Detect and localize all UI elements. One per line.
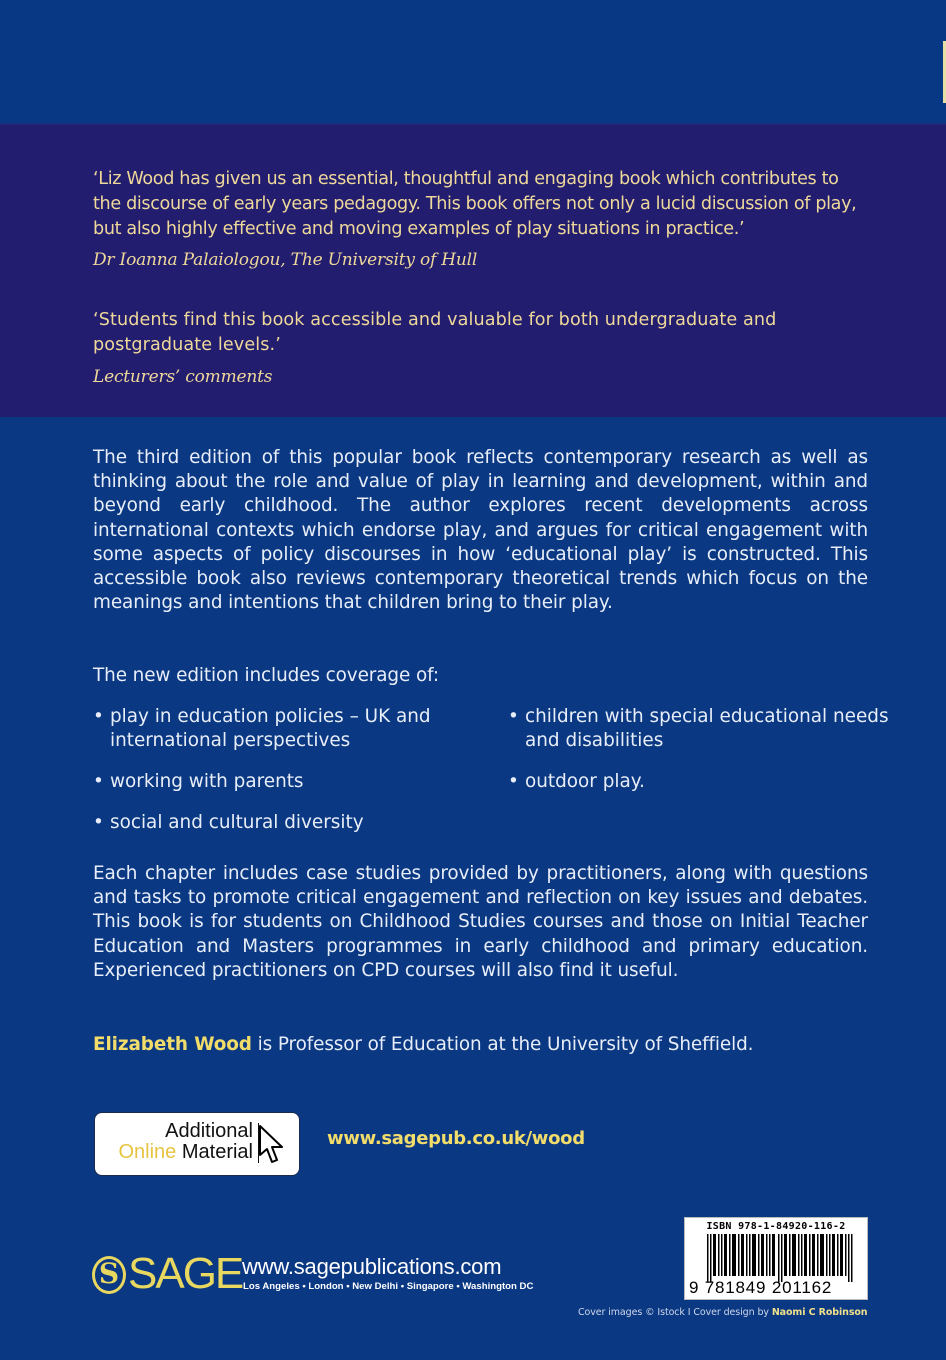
aom-line-1: Additional [165,1120,253,1142]
coverage-item: • children with special educational needs and disabilities [508,705,895,753]
description-paragraph-1: The third edition of this popular book reflects contemporary research as well as thinking about the role and value of play in learning and development, within and beyond early childhood. The author explores recent developments across international contexts which endorse play, and argues for critical engagement with some aspects of policy discourses in how ‘educational play’ is constructed. This accessible book also reviews contemporary theoretical trends which focus on the meanings and intentions that children bring to their play. [93,447,868,614]
coverage-item: • outdoor play. [508,770,895,794]
endorsement-attribution-2: Lecturers’ comments [93,367,273,387]
endorsement-attribution-1: Dr Ioanna Palaiologou, The University of Hull [93,250,478,270]
sage-logo-mark-icon: S [92,1256,126,1294]
cover-credits [578,1307,867,1318]
publisher-website-link[interactable]: www.sagepublications.com [242,1254,502,1279]
top-band [0,0,946,123]
endorsement-quote-1: ‘Liz Wood has given us an essential, thoughtful and engaging book which contributes to the discourse of early years pedagogy. This book offers not only a lucid discussion of play, but also highly effective and moving examples of play situations in practice.’ [93,169,857,239]
coverage-intro: The new edition includes coverage of: [93,665,439,686]
coverage-item: • play in education policies – UK and international perspectives [93,705,490,753]
mouse-cursor-icon [257,1123,285,1167]
aom-online-word: Online [118,1141,177,1163]
barcode-bars-icon [707,1234,857,1282]
isbn-barcode [684,1217,868,1300]
description-paragraph-3: Each chapter includes case studies provided by practitioners, along with questions and tasks to promote critical engagement and reflection on key issues and debates. This book is for students on Childhood Studies courses and those on Initial Teacher Education and Masters programmes in early childhood and primary education. Experienced practitioners on CPD courses will also find it useful. [93,863,868,981]
endorsement-quote-2: ‘Students find this book accessible and valuable for both undergraduate and postgraduate levels.’ [93,310,777,355]
companion-website-link[interactable]: www.sagepub.co.uk/wood [327,1128,585,1149]
aom-material-word: Material [176,1141,253,1163]
author-bio [93,1033,868,1057]
coverage-item: • social and cultural diversity [93,811,490,835]
cover-designer-name: Naomi C Robinson [771,1307,868,1318]
additional-online-material-badge[interactable] [95,1113,299,1175]
author-name: Elizabeth Wood [93,1034,252,1055]
ean-digits: 9 781849 201162 [689,1278,833,1297]
publisher-cities: Los Angeles • London • New Delhi • Singapore • Washington DC [243,1281,534,1292]
sage-logo-wordmark: SAGE [128,1249,243,1298]
credits-prefix: Cover images © Istock I Cover design by [578,1307,772,1318]
aom-line-2 [118,1142,253,1162]
author-bio-text: is Professor of Education at the University of Sheffield. [251,1034,754,1055]
isbn-label: ISBN 978-1-84920-116-2 [706,1221,846,1232]
coverage-item: • working with parents [93,770,490,794]
